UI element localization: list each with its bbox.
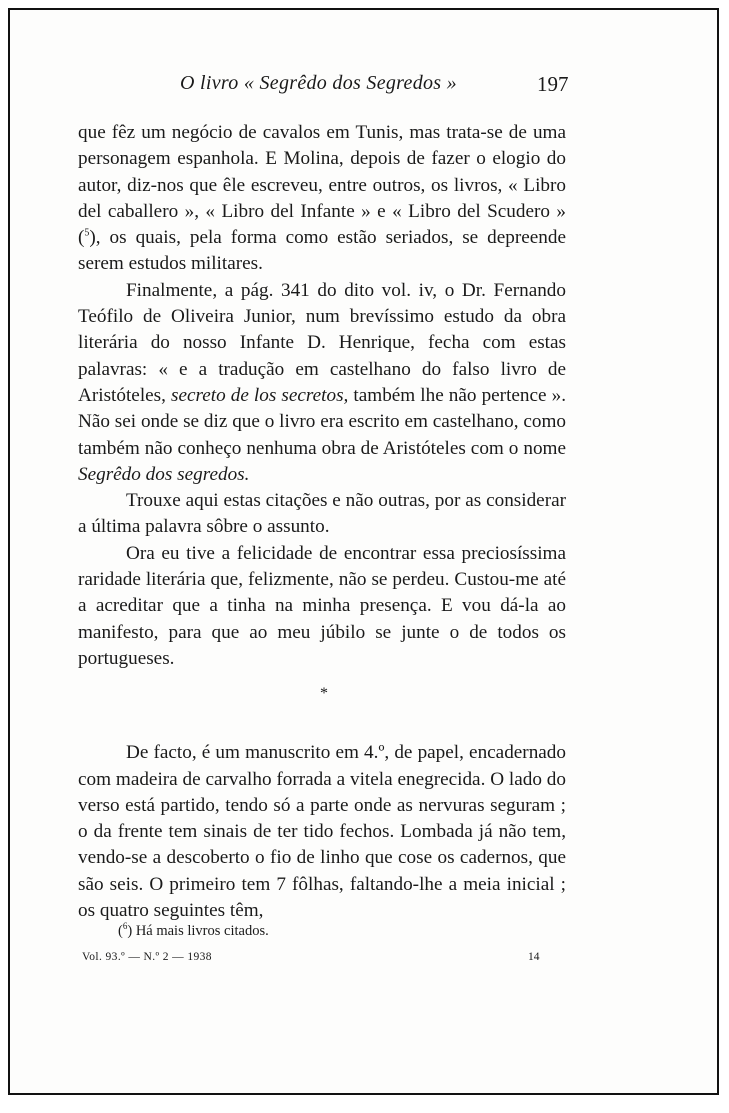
volume-imprint: Vol. 93.º — N.º 2 — 1938 [82,951,212,963]
document-page [8,8,719,1095]
body-text [78,120,566,924]
paragraph-1 [78,120,566,278]
page-number: 197 [537,72,569,96]
paragraph-2 [78,278,566,488]
paragraph-1-text-a: que fêz um negócio de cavalos em Tunis, mas trata-se de uma personagem espanhola. E Molina, depois de fazer o elogio do autor, diz-nos que êle escreveu, entre outros, os livros, « Libro del caballero », « Libro del Infante » e « Libro del Scudero » ( [78,122,566,249]
page-header [10,72,717,102]
paragraph-2-italic-title-b: Segrêdo dos segredos. [78,463,250,485]
footnote-mark: 6 [122,921,128,932]
running-title: O livro « Segrêdo dos Segredos » [180,72,457,94]
paragraph-3: Trouxe aqui estas citações e não outras, por as considerar a última palavra sôbre o assunto. [78,490,566,538]
paragraph-1-text-b: ), os quais, pela forma como estão seriados, se depreende serem estudos militares. [78,227,566,275]
footnote-text: Há mais livros citados. [135,923,269,939]
footnote: ($^6$) Há mais livros citados. [118,921,269,939]
footnote-reference: 5 [84,227,90,239]
section-break-asterisk: * [320,685,328,703]
paragraph-2-italic-title-a: secreto de los secretos, [171,384,349,406]
gathering-signature: 14 [528,951,540,963]
paragraph-2-text-a: Finalmente, a pág. 341 do dito vol. iv, o Dr. Fernando Teófilo de Oliveira Junior, num brevíssimo estudo da obra literária do nosso Infante D. Henrique, fecha com estas palavras: « e a tradução em castelhano do falso livro de Aristóteles, [78,279,566,406]
paragraph-2-text-b: também lhe não pertence ». Não sei onde se diz que o livro era escrito em castelhano, como também não conheço nenhuma obra de Aristóteles com o nome [78,384,566,459]
paragraph-4: Ora eu tive a felicidade de encontrar essa preciosíssima raridade literária que, felizmente, não se perdeu. Custou-me até a acreditar que a tinha na minha presença. E vou dá-la ao manifesto, para que ao meu júbilo se junte o de todos os portugueses. [78,542,566,669]
paragraph-5: De facto, é um manuscrito em 4.º, de papel, encadernado com madeira de carvalho forrada a vitela enegrecida. O lado do verso está partido, tendo só a parte onde as nervuras seguram ; o da frente tem sinais de ter tido fechos. Lombada já não tem, vendo-se a descoberto o fio de linho que cose os cadernos, que são seis. O primeiro tem 7 fôlhas, faltando-lhe a meia inicial ; os quatro seguintes têm, [78,742,566,922]
